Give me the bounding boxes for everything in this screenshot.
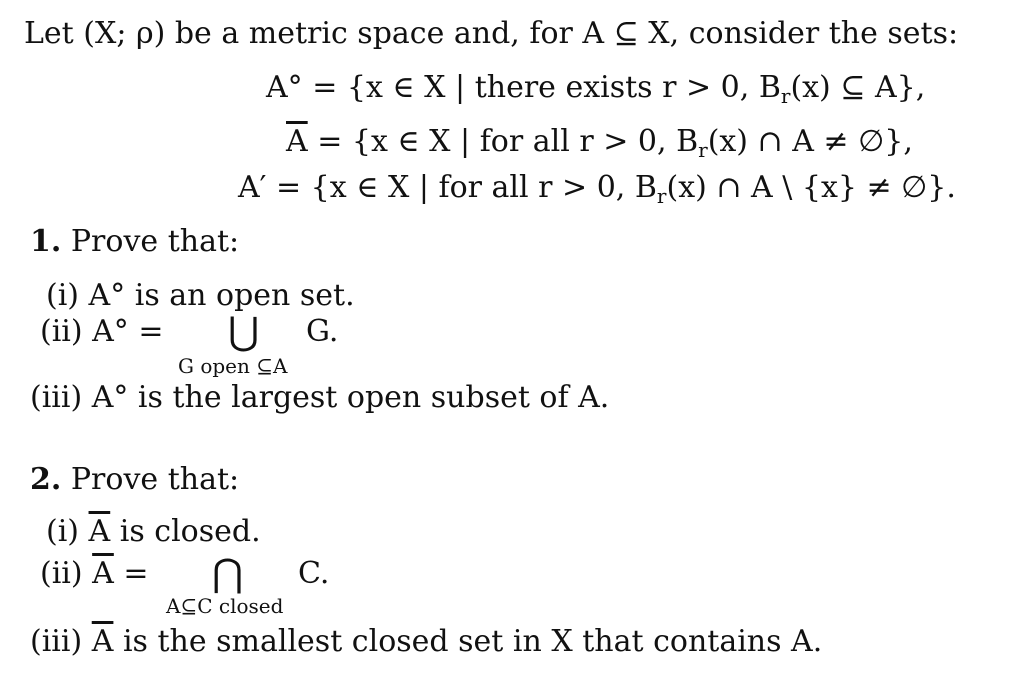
closure-def-sub: r <box>698 138 708 162</box>
interior-definition <box>266 70 925 114</box>
problem-2-item-iii-suffix: is the smallest closed set in X that contains A. <box>113 624 823 659</box>
derived-definition <box>238 170 956 214</box>
problem-2-heading <box>30 462 239 498</box>
problem-2-item-ii-lhs <box>40 556 149 592</box>
derived-def-tail: (x) ∩ A \ {x} ≠ ∅}. <box>666 170 956 205</box>
problem-2-item-ii-eq: = <box>113 556 149 591</box>
problem-1-heading <box>30 224 239 260</box>
closure-def-text: = {x ∈ X | for all r > 0, B <box>307 124 699 159</box>
problem-1-item-ii-lhs: (ii) A° = <box>40 314 164 349</box>
problem-2-item-iii-prefix: (iii) <box>30 624 92 659</box>
closure-symbol: $\overline{A}$ <box>286 124 308 159</box>
problem-1-number: 1. <box>30 224 62 259</box>
problem-2-item-i-closure: $\overline{A}$ <box>88 514 111 549</box>
problem-2-item-ii-prefix: (ii) <box>40 556 93 591</box>
union-limit: G open ⊆A <box>178 354 288 378</box>
problem-2-heading-text: Prove that: <box>70 462 240 497</box>
problem-1-heading-text: Prove that: <box>70 224 240 259</box>
problem-2-item-i-prefix: (i) <box>46 514 89 549</box>
closure-definition <box>286 124 913 168</box>
interior-def-tail: (x) ⊆ A}, <box>790 70 926 105</box>
intersection-operator: ⋂ <box>212 551 244 595</box>
problem-2-number: 2. <box>30 462 62 497</box>
derived-def-sub: r <box>656 184 667 208</box>
problem-1-item-ii-rhs: G. <box>306 314 339 349</box>
union-operator: ⋃ <box>228 309 260 353</box>
derived-def-text: A′ = {x ∈ X | for all r > 0, B <box>238 170 657 205</box>
intro-text: Let (X; ρ) be a metric space and, for A ⊆ X, consider the sets: <box>24 16 959 51</box>
problem-2-item-iii-closure: $\overline{A}$ <box>91 624 114 659</box>
problem-1-item-i: (i) A° is an open set. <box>46 278 355 313</box>
problem-2-item-ii-closure: $\overline{A}$ <box>92 556 114 591</box>
problem-2-item-iii <box>30 624 822 660</box>
problem-1-item-iii: (iii) A° is the largest open subset of A. <box>30 380 610 415</box>
problem-2-item-ii-rhs: C. <box>298 556 330 591</box>
closure-def-tail: (x) ∩ A ≠ ∅}, <box>707 124 913 159</box>
problem-2-item-i-suffix: is closed. <box>110 514 261 549</box>
problem-2-item-i <box>46 514 261 550</box>
interior-def-sub: r <box>780 84 791 108</box>
intersection-limit: A⊆C closed <box>166 594 284 618</box>
interior-def-text: A° = {x ∈ X | there exists r > 0, B <box>266 70 781 105</box>
